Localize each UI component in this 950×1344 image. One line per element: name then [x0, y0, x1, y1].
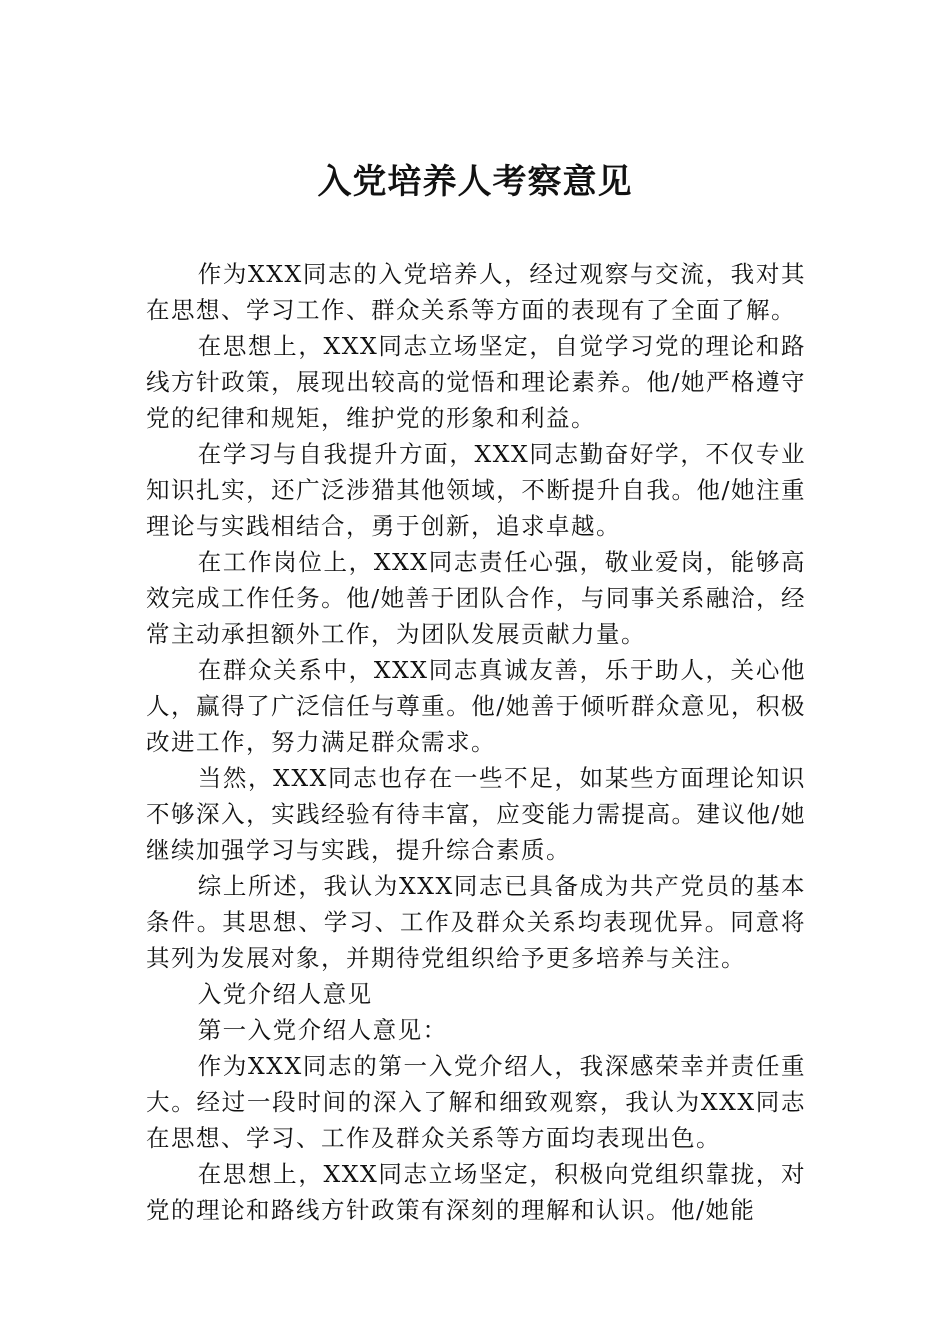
section-heading: 入党介绍人意见	[197, 980, 373, 1008]
paragraph: 当然，XXX同志也存在一些不足，如某些方面理论知识不够深入，实践经验有待丰富，应变能力需提高。建议他/她继续加强学习与实践，提升综合素质。	[146, 764, 806, 864]
paragraph: 作为XXX同志的入党培养人，经过观察与交流，我对其在思想、学习工作、群众关系等方面的表现有了全面了解。	[146, 260, 806, 324]
document-title: 入党培养人考察意见	[317, 162, 633, 202]
paragraph: 在思想上，XXX同志立场坚定，自觉学习党的理论和路线方针政策，展现出较高的觉悟和理论素养。他/她严格遵守党的纪律和规矩，维护党的形象和利益。	[146, 332, 806, 432]
paragraph: 在思想上，XXX同志立场坚定，积极向党组织靠拢，对党的理论和路线方针政策有深刻的理解和认识。他/她能	[146, 1160, 806, 1224]
paragraph: 在群众关系中，XXX同志真诚友善，乐于助人，关心他人，赢得了广泛信任与尊重。他/她善于倾听群众意见，积极改进工作，努力满足群众需求。	[146, 656, 806, 756]
paragraph: 作为XXX同志的第一入党介绍人，我深感荣幸并责任重大。经过一段时间的深入了解和细致观察，我认为XXX同志在思想、学习、工作及群众关系等方面均表现出色。	[146, 1052, 806, 1152]
paragraph: 综上所述，我认为XXX同志已具备成为共产党员的基本条件。其思想、学习、工作及群众关系均表现优异。同意将其列为发展对象，并期待党组织给予更多培养与关注。	[146, 872, 806, 972]
paragraph: 在学习与自我提升方面，XXX同志勤奋好学，不仅专业知识扎实，还广泛涉猎其他领域，不断提升自我。他/她注重理论与实践相结合，勇于创新，追求卓越。	[146, 440, 806, 540]
paragraph: 在工作岗位上，XXX同志责任心强，敬业爱岗，能够高效完成工作任务。他/她善于团队合作，与同事关系融洽，经常主动承担额外工作，为团队发展贡献力量。	[146, 548, 806, 648]
subsection-heading: 第一入党介绍人意见：	[197, 1016, 448, 1044]
document-body	[146, 256, 806, 1228]
